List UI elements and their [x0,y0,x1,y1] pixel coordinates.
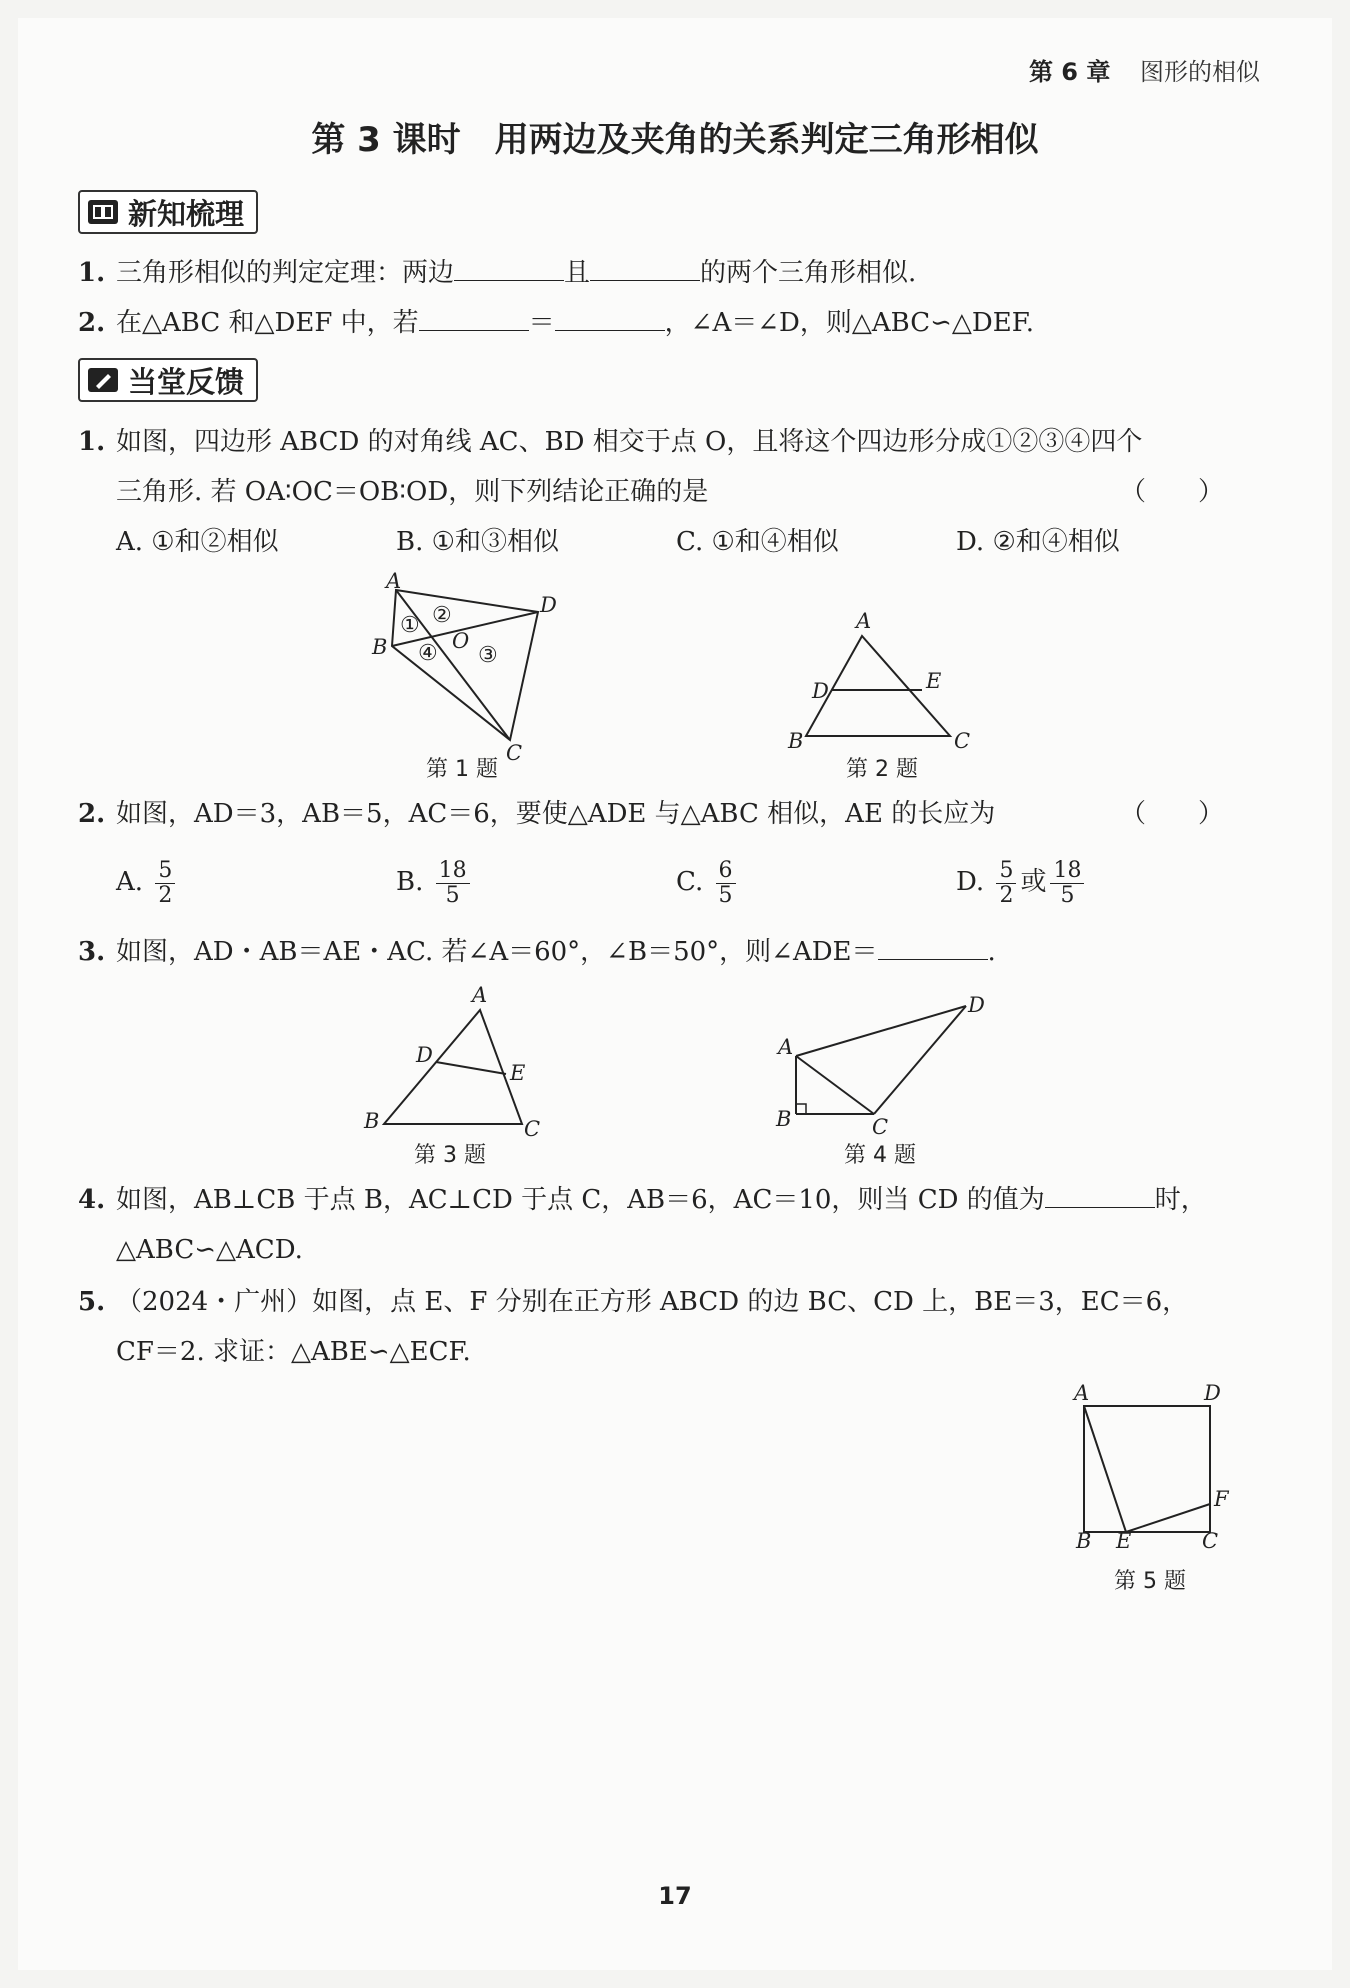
answer-bracket[interactable]: （ ） [1119,799,1224,829]
q1-options [116,522,1236,562]
figure-2-caption: 第 2 题 [846,757,918,782]
option-d[interactable]: D. $\frac{5}{2}$ 或 $\frac{18}{5}$ [956,852,1236,912]
label-O: O [452,629,470,653]
q2-options [116,852,1236,912]
book-icon [88,200,118,224]
label-C: C [954,729,971,753]
label-C: C [872,1115,889,1139]
label-A: A [856,609,872,633]
chapter-number: 第 6 章 [1028,58,1111,86]
option-a[interactable]: A. ①和②相似 [116,527,279,557]
chapter-header [1029,52,1260,87]
feedback-q3: 3. 如图，AD・AB＝AE・AC. 若∠A＝60°，∠B＝50°，则∠ADE＝ . [78,932,996,972]
lesson-title: 第 3 课时 用两边及夹角的关系判定三角形相似 [311,120,1039,160]
feedback-q2: 2. 如图，AD＝3，AB＝5，AC＝6，要使△ADE 与△ABC 相似，AE 的长应为 [78,799,996,829]
pencil-icon [88,368,118,392]
figure-3-triangle [360,984,560,1144]
label-A: A [386,569,402,593]
feedback-q1-line2: 三角形. 若 OA∶OC＝OB∶OD，则下列结论正确的是 [116,477,709,507]
label-D: D [1204,1381,1221,1405]
feedback-q4-line1: 4. 如图，AB⊥CB 于点 B，AC⊥CD 于点 C，AB＝6，AC＝10，则当 CD 的值为 时， [78,1180,1207,1220]
label-B: B [788,729,804,753]
answer-bracket[interactable]: （ ） [1119,477,1224,507]
answer-blank[interactable] [1045,1181,1155,1208]
figure-2-triangle [780,608,990,758]
label-E: E [1116,1529,1132,1553]
label-E: E [926,669,942,693]
feedback-q1-line1: 1. 如图，四边形 ABCD 的对角线 AC、BD 相交于点 O，且将这个四边形分成①②③④四个 [78,427,1143,457]
option-c[interactable]: C. $\frac{6}{5}$ [676,852,956,912]
knowledge-q2: 2. 在△ABC 和△DEF 中，若 ＝ ，∠A＝∠D，则△ABC∽△DEF. [78,303,1034,343]
section-tag-feedback [78,358,258,402]
figure-4-quadrilateral [770,992,1000,1142]
figure-5-caption: 第 5 题 [1114,1569,1186,1594]
chapter-name: 图形的相似 [1140,58,1260,86]
region-3: ③ [478,643,498,668]
figure-5-square [1060,1372,1240,1553]
answer-blank[interactable] [454,254,564,281]
label-F: F [1214,1487,1229,1511]
knowledge-q1: 1. 三角形相似的判定定理：两边 且 的两个三角形相似. [78,253,916,293]
feedback-q5-line2: CF＝2. 求证：△ABE∽△ECF. [116,1337,471,1367]
label-A: A [472,983,488,1007]
label-E: E [510,1061,526,1085]
figure-1-caption: 第 1 题 [426,757,498,782]
label-A: A [778,1035,794,1059]
feedback-q5-line1: 5. （2024・广州）如图，点 E、F 分别在正方形 ABCD 的边 BC、CD 上，BE＝3，EC＝6， [78,1287,1189,1317]
label-B: B [364,1109,380,1133]
label-C: C [1202,1529,1219,1553]
label-D: D [416,1043,433,1067]
label-D: D [812,679,829,703]
option-b[interactable]: B. $\frac{18}{5}$ [396,852,676,912]
section-label: 新知梳理 [128,196,245,231]
label-B: B [1076,1529,1092,1553]
section-tag-new-knowledge [78,190,258,234]
label-D: D [968,993,985,1017]
label-B: B [372,635,388,659]
figure-4-caption: 第 4 题 [844,1143,916,1168]
region-1: ① [400,613,420,638]
label-A: A [1074,1381,1090,1405]
label-B: B [776,1107,792,1131]
answer-blank[interactable] [419,304,529,331]
region-2: ② [432,603,452,628]
page-number: 17 [658,1882,692,1910]
figure-3-caption: 第 3 题 [414,1143,486,1168]
option-a[interactable]: A. $\frac{5}{2}$ [116,852,396,912]
label-D: D [540,593,557,617]
section-label: 当堂反馈 [128,364,245,399]
figure-1-quadrilateral [360,569,580,765]
region-4: ④ [418,641,438,666]
answer-blank[interactable] [590,254,700,281]
option-d[interactable]: D. ②和④相似 [956,527,1120,557]
option-b[interactable]: B. ①和③相似 [396,527,559,557]
label-C: C [506,741,523,765]
answer-blank[interactable] [555,304,665,331]
answer-blank[interactable] [878,933,988,960]
option-c[interactable]: C. ①和④相似 [676,527,839,557]
label-C: C [524,1117,541,1141]
feedback-q4-line2: △ABC∽△ACD. [116,1235,303,1265]
